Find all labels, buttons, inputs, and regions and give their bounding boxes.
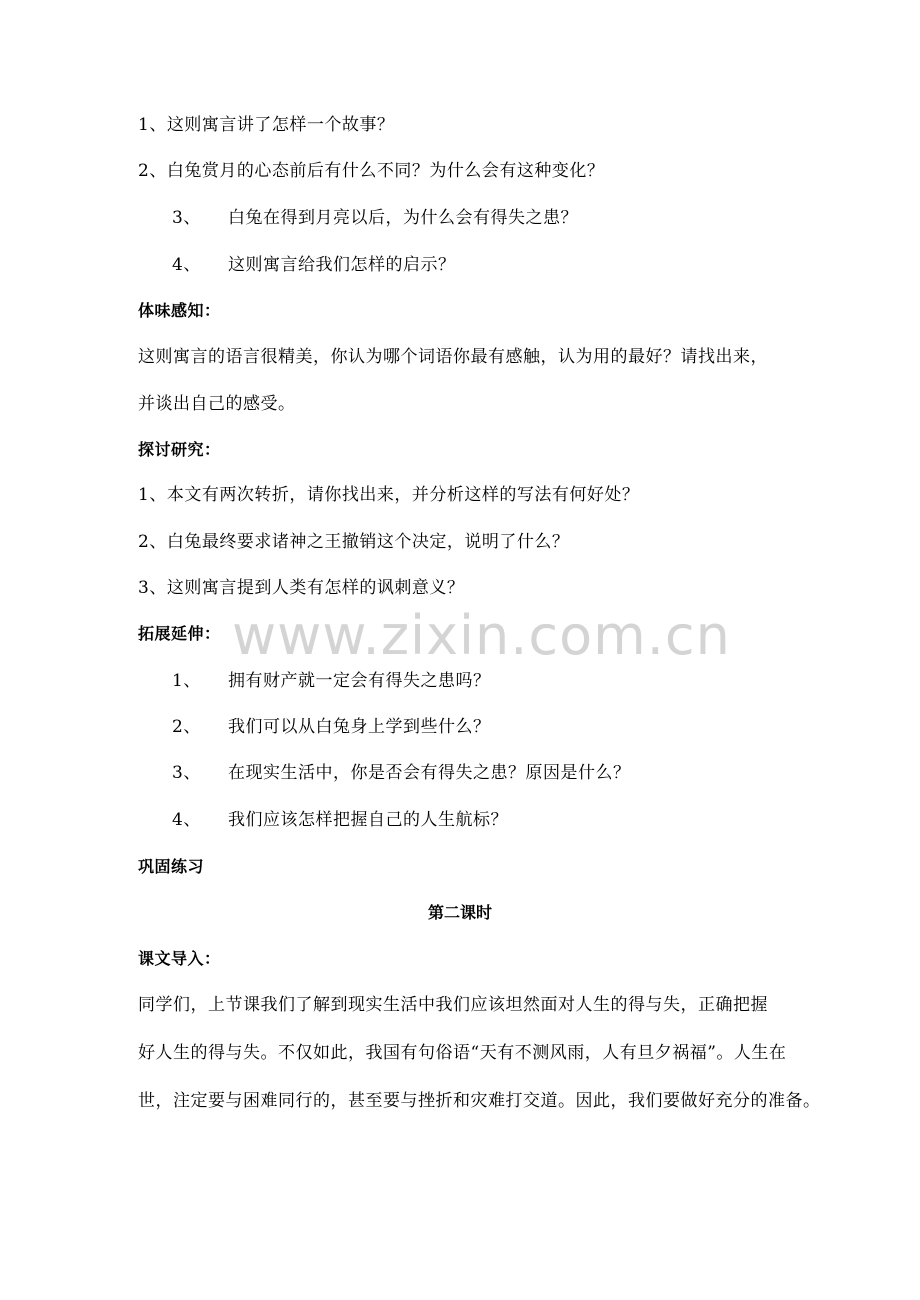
heading-tuozhan: 拓展延伸：: [138, 624, 221, 643]
lesson-title: 第二课时: [427, 903, 492, 922]
tuozhan-item-3-number: 3、: [172, 763, 201, 783]
question-4-text: 这则寓言给我们怎样的启示？: [228, 255, 456, 275]
question-3: [172, 207, 578, 229]
tuozhan-item-1-text: 拥有财产就一定会有得失之患吗？: [228, 671, 491, 691]
question-2: 2、白兔赏月的心态前后有什么不同？为什么会有这种变化？: [138, 161, 605, 181]
heading-gonggu: 巩固练习: [138, 857, 205, 876]
tiwei-line-1: 这则寓言的语言很精美，你认为哪个词语你最有感触，认为用的最好？请找出来，: [138, 347, 768, 367]
tuozhan-item-2-text: 我们可以从白兔身上学到些什么？: [228, 717, 491, 737]
watermark: www.zixin.com.cn: [232, 604, 731, 667]
question-4: [172, 254, 456, 276]
question-3-number: 3、: [172, 208, 201, 228]
heading-tiwei: 体味感知：: [138, 301, 221, 320]
tuozhan-item-2-number: 2、: [172, 717, 201, 737]
tantao-item-2: 2、白兔最终要求诸神之王撤销这个决定，说明了什么？: [138, 532, 570, 552]
question-3-text: 白兔在得到月亮以后，为什么会有得失之患？: [228, 208, 578, 228]
tiwei-line-2: 并谈出自己的感受。: [138, 394, 296, 414]
intro-line-2: 好人生的得与失。不仅如此，我国有句俗语“天有不测风雨，人有旦夕祸福”。人生在: [138, 1043, 787, 1063]
tuozhan-item-3-text: 在现实生活中，你是否会有得失之患？原因是什么？: [228, 763, 631, 783]
heading-tantao: 探讨研究：: [138, 440, 221, 459]
intro-line-1: 同学们，上节课我们了解到现实生活中我们应该坦然面对人生的得与失，正确把握: [138, 995, 768, 1015]
tuozhan-item-1: [172, 670, 491, 692]
tuozhan-item-3: [172, 762, 631, 784]
tuozhan-item-4-number: 4、: [172, 810, 201, 830]
question-1: 1、这则寓言讲了怎样一个故事？: [138, 115, 395, 135]
intro-line-3: 世，注定要与困难同行的，甚至要与挫折和灾难打交道。因此，我们要做好充分的准备。: [138, 1091, 821, 1111]
tuozhan-item-2: [172, 716, 491, 738]
tuozhan-item-1-number: 1、: [172, 671, 201, 691]
tantao-item-3: 3、这则寓言提到人类有怎样的讽刺意义？: [138, 578, 465, 598]
tantao-item-1: 1、本文有两次转折，请你找出来，并分析这样的写法有何好处？: [138, 485, 640, 505]
tuozhan-item-4-text: 我们应该怎样把握自己的人生航标？: [228, 810, 508, 830]
tuozhan-item-4: [172, 809, 508, 831]
question-4-number: 4、: [172, 255, 201, 275]
heading-intro: 课文导入：: [138, 949, 221, 968]
